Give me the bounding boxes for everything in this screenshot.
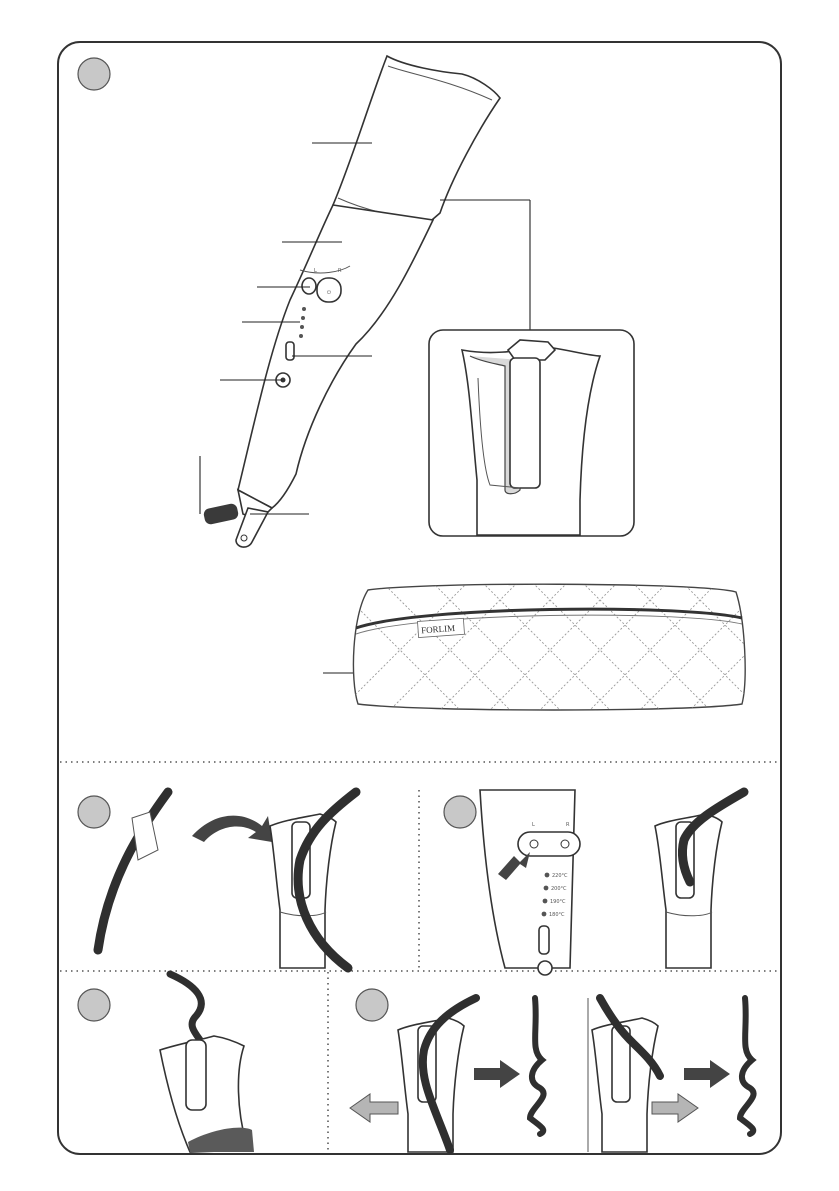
temp-label-1: 220°C (552, 873, 568, 879)
inset-rotor (510, 358, 540, 488)
step-badge-c (78, 989, 110, 1021)
brand-logo: FORLIM (420, 622, 456, 636)
power-icon: ⏻ (327, 290, 331, 296)
direction-buttons (518, 832, 580, 856)
temp-label-4: 180°C (549, 912, 565, 918)
direction-label-l-b: L (532, 822, 535, 828)
step-badge-d (356, 989, 388, 1021)
pouch-body (353, 584, 745, 710)
direction-label-l: L (314, 268, 317, 274)
temperature-switch (286, 342, 294, 360)
step-badge-overview (78, 58, 110, 90)
temp-switch-b (539, 926, 549, 954)
step-badge-a (78, 796, 110, 828)
direction-label-r-b: R (566, 822, 570, 828)
direction-label-r: R (338, 268, 342, 274)
step-badge-b (444, 796, 476, 828)
timer-button-b (538, 961, 552, 975)
rotor-c (186, 1040, 206, 1110)
temp-label-2: 200°C (551, 886, 567, 892)
temp-label-3: 190°C (550, 899, 566, 905)
direction-button-left (302, 278, 316, 294)
chamber-detail-inset (429, 330, 634, 536)
